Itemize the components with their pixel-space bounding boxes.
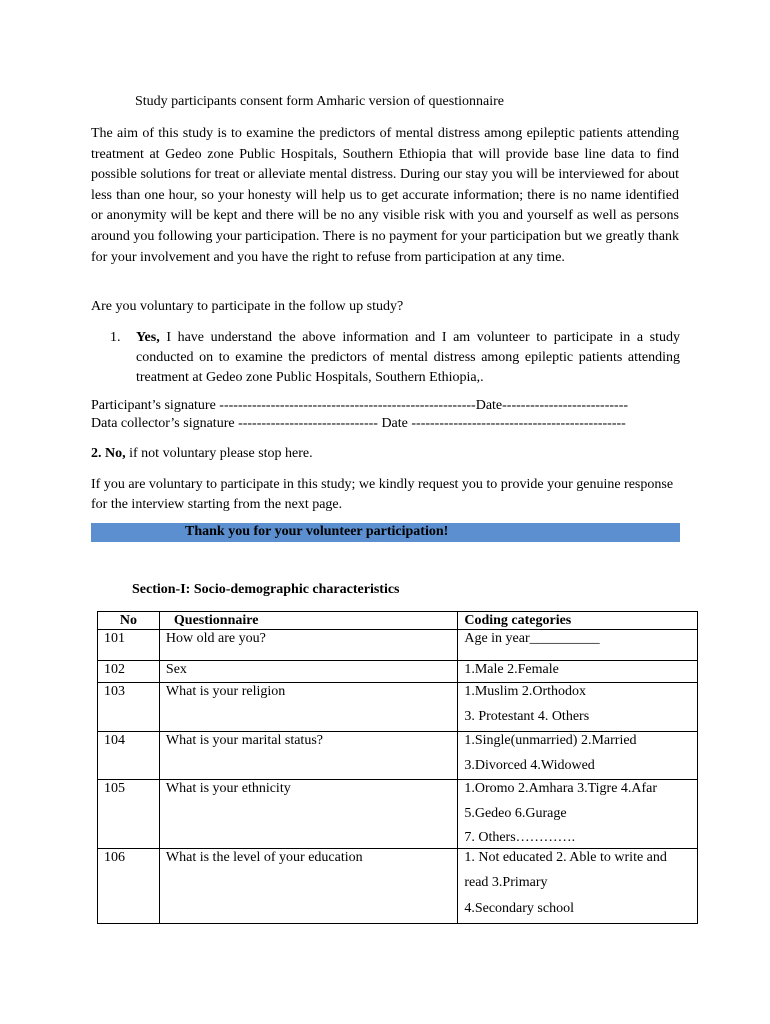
coding-option: 1.Oromo 2.Amhara 3.Tigre 4.Afar	[464, 781, 658, 796]
coding-option: 1.Male 2.Female	[464, 662, 559, 677]
row-question: What is your ethnicity	[159, 780, 457, 849]
row-number: 104	[98, 731, 160, 780]
row-question: What is your marital status?	[159, 731, 457, 780]
table-row	[98, 661, 698, 683]
header-no: No	[98, 612, 160, 630]
table-row	[98, 731, 698, 780]
coding-option: 3. Protestant 4. Others	[464, 709, 590, 724]
coding-option: 5.Gedeo 6.Gurage	[464, 806, 567, 821]
row-number: 105	[98, 780, 160, 849]
consent-question: Are you voluntary to participate in the follow up study?	[91, 299, 404, 314]
coding-option: read 3.Primary	[464, 874, 548, 890]
section-title: Section-I: Socio-demographic characteristics	[132, 582, 400, 597]
follow-instruction: If you are voluntary to participate in this study; we kindly request you to provide your genuine response for the interview starting from the next page.	[91, 477, 674, 512]
form-heading: Study participants consent form Amharic version of questionnaire	[135, 94, 504, 109]
no-option	[91, 446, 313, 462]
row-question: Sex	[159, 661, 457, 683]
header-questionnaire-label: Questionnaire	[173, 613, 259, 628]
row-number: 101	[98, 630, 160, 661]
participant-signature-line: Participant’s signature -------------------------------------------------------Date---------------------------	[91, 398, 629, 413]
coding-option: 7. Others………….	[464, 829, 576, 845]
header-coding: Coding categories	[458, 612, 698, 630]
row-question: What is your religion	[159, 683, 457, 732]
no-option-text: if not voluntary please stop here.	[125, 446, 313, 461]
yes-option-text	[136, 328, 680, 389]
coding-option: Age in year__________	[464, 631, 600, 646]
yes-option-bold: Yes,	[136, 330, 160, 345]
coding-option: 4.Secondary school	[464, 901, 574, 916]
row-number: 102	[98, 661, 160, 683]
row-number: 106	[98, 848, 160, 923]
row-coding	[458, 630, 698, 661]
coding-option: 1.Single(unmarried) 2.Married	[464, 732, 637, 748]
table-row	[98, 630, 698, 661]
no-option-bold: 2. No,	[91, 446, 126, 461]
row-coding	[458, 661, 698, 683]
thanks-banner	[91, 523, 680, 542]
header-questionnaire	[159, 612, 457, 630]
row-coding	[458, 848, 698, 923]
thanks-text: Thank you for your volunteer participation!	[185, 524, 449, 539]
row-coding	[458, 780, 698, 849]
row-number: 103	[98, 683, 160, 732]
table-row	[98, 683, 698, 732]
row-coding	[458, 731, 698, 780]
questionnaire-table	[97, 611, 698, 924]
yes-option-body: I have understand the above information and I am volunteer to participate in a study conducted on to examine the predictors of mental distress among epileptic patients attending treatment at Gedeo zone Public Hospitals, Southern Ethiopia,.	[136, 330, 680, 386]
coding-option: 3.Divorced 4.Widowed	[464, 757, 595, 773]
row-coding	[458, 683, 698, 732]
table-row	[98, 780, 698, 849]
coding-option: 1.Muslim 2.Orthodox	[464, 684, 587, 699]
table-row	[98, 848, 698, 923]
collector-signature-line: Data collector’s signature ------------------------------ Date ----------------------------------------------	[91, 416, 626, 431]
yes-option-number: 1.	[110, 330, 121, 345]
yes-option	[110, 328, 680, 389]
study-aim-paragraph: The aim of this study is to examine the predictors of mental distress among epileptic patients attending treatment at Gedeo zone Public Hospitals, Southern Ethiopia that will provide base line data to find possible solutions for treat or alleviate mental distress. During our stay you will be interviewed for about less than one hour, so your honesty will help us to get accurate information; there is no name identified or anonymity will be kept and there will be no any visible risk with you and yourself as well as persons around you following your participation. There is no payment for your participation but we greatly thank for your involvement and you have the right to refuse from participation at any time.	[91, 126, 679, 265]
row-question: How old are you?	[159, 630, 457, 661]
table-header-row	[98, 612, 698, 630]
coding-option: 1. Not educated 2. Able to write and	[464, 849, 667, 865]
row-question: What is the level of your education	[159, 848, 457, 923]
